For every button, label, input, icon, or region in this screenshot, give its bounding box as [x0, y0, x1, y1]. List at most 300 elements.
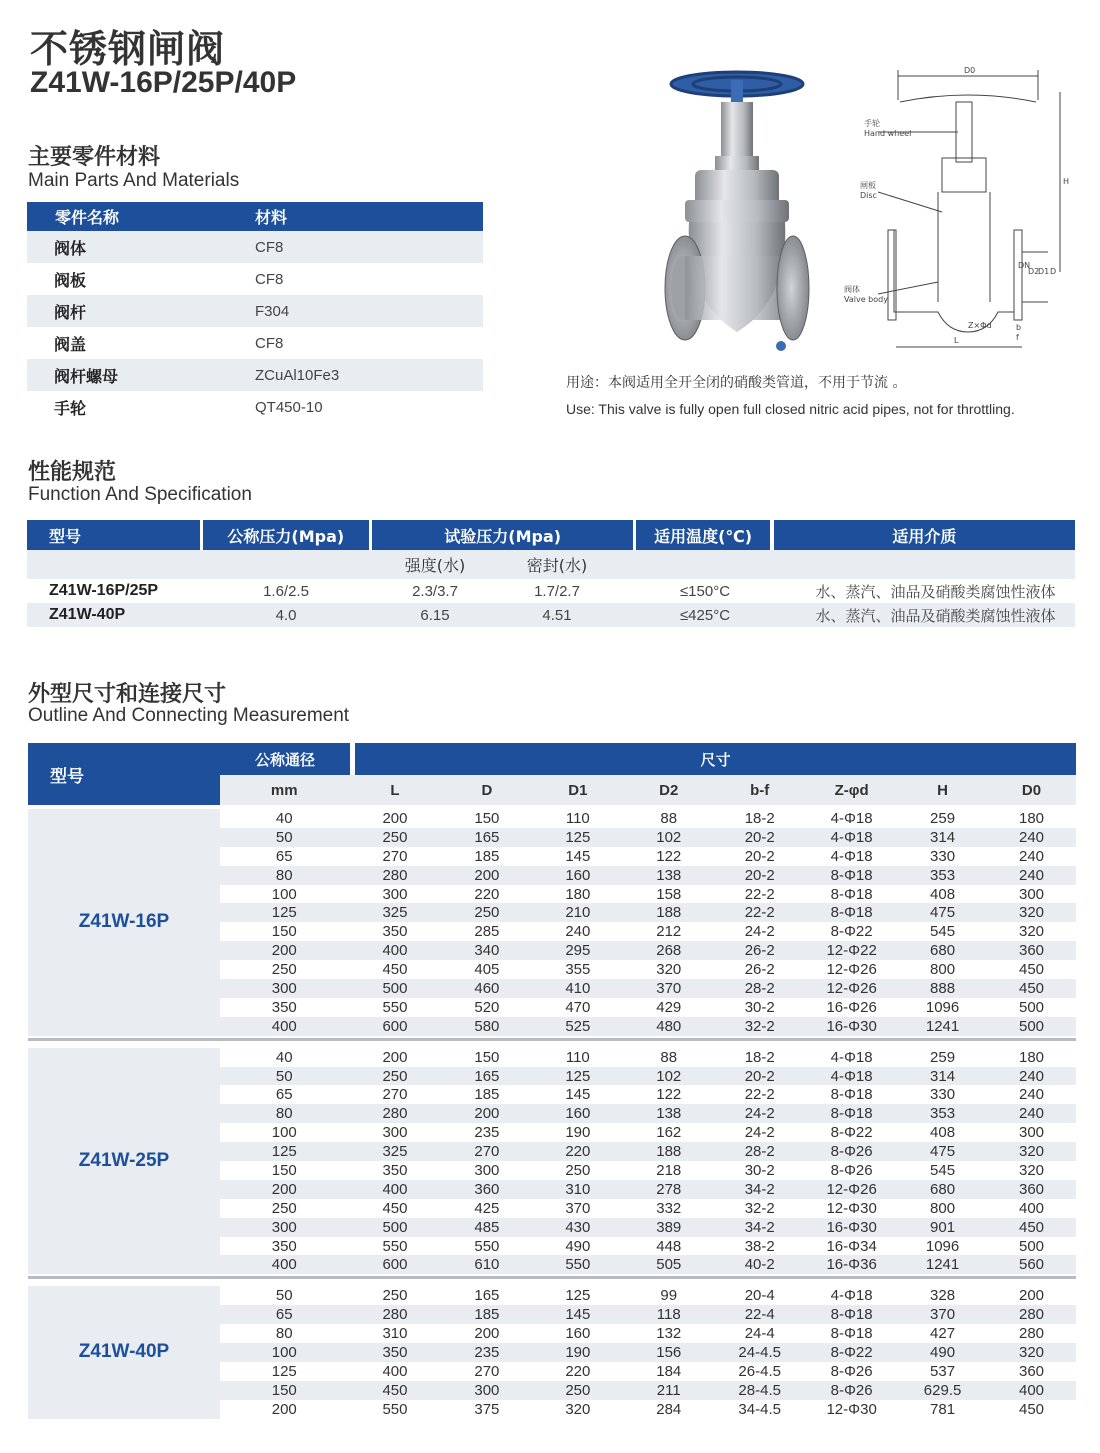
table-cell: 300	[1019, 885, 1045, 903]
table-cell: 450	[1019, 961, 1045, 979]
table-cell: 65	[275, 847, 293, 865]
table-cell: 185	[474, 847, 500, 865]
table-cell: 8-Φ22	[830, 1124, 873, 1142]
dims-col-header: Z-φd	[834, 781, 869, 799]
table-row	[220, 922, 1076, 941]
technical-drawing	[838, 62, 1078, 362]
table-cell: 220	[565, 1362, 591, 1380]
table-cell: 20-2	[744, 1067, 775, 1085]
table-cell: 475	[930, 904, 956, 922]
table-cell: 320	[1019, 1161, 1045, 1179]
table-cell: 295	[565, 942, 591, 960]
table-cell: 240	[1019, 847, 1045, 865]
table-cell: 270	[382, 847, 408, 865]
table-cell: 8-Φ26	[830, 1143, 873, 1161]
dim-h: H	[1063, 177, 1070, 186]
table-cell: 400	[382, 1180, 408, 1198]
table-row	[220, 941, 1076, 960]
spec-cell-model: Z41W-16P/25P	[49, 582, 159, 599]
table-cell: 500	[1019, 998, 1045, 1016]
table-row	[220, 1104, 1076, 1123]
usage-cn: 用途：本阀适用全开全闭的硝酸类管道，不用于节流 。	[566, 375, 907, 391]
table-cell: 314	[930, 828, 956, 846]
table-cell: 490	[930, 1343, 956, 1361]
table-cell: 400	[271, 1256, 297, 1274]
table-cell: 200	[271, 1400, 297, 1418]
table-cell: 16-Φ30	[826, 1218, 877, 1236]
table-cell: 320	[565, 1400, 591, 1418]
table-cell: 320	[1019, 923, 1045, 941]
table-cell: 138	[656, 866, 682, 884]
table-cell: 350	[382, 923, 408, 941]
table-cell: 160	[565, 866, 591, 884]
part-name: 阀杆螺母	[54, 366, 119, 386]
table-row	[220, 979, 1076, 998]
materials-title-cn: 主要零件材料	[28, 145, 161, 170]
table-cell: 110	[565, 1048, 590, 1066]
table-row	[220, 1180, 1076, 1199]
table-cell: 16-Φ30	[826, 1017, 877, 1035]
table-cell: 270	[382, 1086, 408, 1104]
table-cell: 550	[474, 1237, 500, 1255]
spec-cell-temp: ≤150°C	[679, 582, 731, 600]
dims-col-header: D	[481, 781, 493, 799]
table-cell: 600	[382, 1256, 408, 1274]
label-body-en: Valve body	[844, 295, 888, 304]
table-cell: 40-2	[744, 1256, 775, 1274]
table-cell: 24-4.5	[738, 1343, 781, 1361]
spec-col-test: 试验压力(Mpa)	[372, 520, 633, 550]
table-row	[220, 1343, 1076, 1362]
dims-group	[28, 1048, 1076, 1275]
dims-col-header: b-f	[750, 781, 770, 799]
dim-l: L	[954, 336, 959, 345]
table-cell: 12-Φ30	[826, 1400, 877, 1418]
table-cell: 408	[930, 885, 956, 903]
table-cell: 145	[565, 1086, 591, 1104]
table-cell: 210	[565, 904, 591, 922]
part-material: ZCuAl10Fe3	[255, 366, 340, 384]
col-material: 材料	[255, 208, 288, 227]
dim-d2: D2	[1028, 267, 1040, 276]
table-cell: 28-2	[744, 1143, 775, 1161]
table-cell: 800	[930, 961, 956, 979]
dims-col-header: D1	[568, 781, 588, 799]
table-cell: 370	[656, 979, 682, 997]
table-cell: 550	[382, 998, 408, 1016]
table-cell: 12-Φ22	[826, 942, 877, 960]
table-cell: 125	[565, 828, 591, 846]
table-cell: 300	[1019, 1124, 1045, 1142]
table-cell: 200	[382, 1048, 408, 1066]
table-cell: 8-Φ26	[830, 1362, 873, 1380]
table-row	[220, 903, 1076, 922]
table-cell: 125	[271, 1362, 297, 1380]
table-cell: 450	[382, 1381, 408, 1399]
table-cell: 218	[656, 1161, 682, 1179]
part-material: QT450-10	[255, 398, 323, 416]
table-cell: 8-Φ18	[830, 1325, 873, 1343]
table-cell: 400	[382, 1362, 408, 1380]
spec-col-medium: 适用介质	[774, 520, 1075, 550]
table-cell: 118	[656, 1306, 681, 1324]
table-cell: 158	[656, 885, 682, 903]
table-cell: 145	[565, 1306, 591, 1324]
materials-row	[27, 231, 483, 263]
table-cell: 300	[271, 1218, 297, 1236]
table-row	[220, 1048, 1076, 1067]
table-cell: 325	[382, 904, 408, 922]
table-cell: 20-2	[744, 866, 775, 884]
table-cell: 1096	[925, 998, 960, 1016]
part-name: 阀板	[54, 270, 87, 290]
spec-cell-seal: 4.51	[542, 606, 572, 624]
table-cell: 34-2	[744, 1180, 775, 1198]
table-row	[220, 1255, 1076, 1274]
table-cell: 320	[1019, 1143, 1045, 1161]
table-cell: 360	[474, 1180, 500, 1198]
table-cell: 34-4.5	[738, 1400, 781, 1418]
table-cell: 4-Φ18	[830, 1048, 873, 1066]
table-row	[220, 809, 1076, 828]
spec-sub-seal: 密封(水)	[526, 556, 588, 575]
table-cell: 20-2	[744, 847, 775, 865]
spec-row	[27, 603, 1075, 627]
table-cell: 200	[474, 866, 500, 884]
table-cell: 110	[565, 809, 590, 827]
table-cell: 330	[930, 1086, 956, 1104]
dims-col-header: D2	[659, 781, 679, 799]
part-name: 阀杆	[54, 302, 87, 322]
table-cell: 12-Φ26	[826, 1180, 877, 1198]
table-cell: 300	[271, 979, 297, 997]
spec-cell-model: Z41W-40P	[49, 606, 126, 623]
table-cell: 310	[565, 1180, 591, 1198]
table-row	[220, 1085, 1076, 1104]
table-cell: 450	[382, 1199, 408, 1217]
table-cell: 18-2	[744, 1048, 775, 1066]
materials-table	[27, 202, 483, 423]
table-cell: 50	[275, 828, 293, 846]
table-cell: 450	[1019, 1218, 1045, 1236]
table-cell: 8-Φ26	[830, 1381, 873, 1399]
table-cell: 1241	[925, 1017, 960, 1035]
table-cell: 240	[1019, 1067, 1045, 1085]
dims-model-label: Z41W-16P	[28, 809, 220, 1036]
table-cell: 537	[930, 1362, 956, 1380]
table-cell: 800	[930, 1199, 956, 1217]
spec-title-en: Function And Specification	[28, 484, 252, 505]
table-cell: 320	[656, 961, 682, 979]
table-row	[220, 1237, 1076, 1256]
model-title: Z41W-16P/25P/40P	[30, 66, 297, 99]
valve-photo	[655, 70, 815, 360]
usage-en: Use: This valve is fully open full closed nitric acid pipes, not for throttling.	[566, 401, 1015, 417]
table-cell: 4-Φ18	[830, 1067, 873, 1085]
table-cell: 250	[382, 1287, 408, 1305]
spec-col-model: 型号	[27, 520, 200, 550]
table-cell: 22-2	[744, 885, 775, 903]
table-cell: 12-Φ30	[826, 1199, 877, 1217]
table-cell: 550	[382, 1237, 408, 1255]
table-cell: 200	[1019, 1287, 1045, 1305]
part-name: 手轮	[54, 398, 87, 418]
table-cell: 560	[1019, 1256, 1045, 1274]
table-cell: 610	[474, 1256, 500, 1274]
table-cell: 32-2	[744, 1199, 775, 1217]
table-cell: 20-2	[744, 828, 775, 846]
table-cell: 125	[565, 1067, 591, 1085]
table-cell: 99	[660, 1287, 678, 1305]
table-cell: 40	[275, 1048, 293, 1066]
table-cell: 300	[382, 885, 408, 903]
table-cell: 8-Φ18	[830, 1105, 873, 1123]
table-cell: 330	[930, 847, 956, 865]
table-cell: 160	[565, 1325, 591, 1343]
table-cell: 429	[656, 998, 682, 1016]
table-cell: 16-Φ26	[826, 998, 877, 1016]
dim-b: b	[1016, 323, 1022, 332]
table-cell: 250	[382, 1067, 408, 1085]
table-cell: 375	[474, 1400, 500, 1418]
table-cell: 8-Φ18	[830, 1086, 873, 1104]
dims-col-header: L	[390, 781, 400, 799]
table-cell: 314	[930, 1067, 956, 1085]
table-row	[220, 1400, 1076, 1419]
table-cell: 180	[1019, 809, 1045, 827]
table-cell: 389	[656, 1218, 682, 1236]
table-row	[220, 847, 1076, 866]
table-row	[220, 1362, 1076, 1381]
table-row	[220, 1123, 1076, 1142]
table-cell: 200	[382, 809, 408, 827]
table-row	[220, 866, 1076, 885]
spec-cell-pressure: 4.0	[275, 606, 297, 624]
table-cell: 250	[565, 1381, 591, 1399]
table-cell: 450	[382, 961, 408, 979]
table-cell: 448	[656, 1237, 682, 1255]
table-cell: 80	[275, 1325, 293, 1343]
table-cell: 4-Φ18	[830, 847, 873, 865]
table-cell: 500	[382, 979, 408, 997]
spec-cell-medium: 水、蒸汽、油品及硝酸类腐蚀性液体	[815, 582, 1056, 601]
table-cell: 300	[474, 1161, 500, 1179]
dim-dn: DN	[1018, 261, 1031, 270]
label-disc-cn: 闸板	[860, 181, 876, 190]
table-row	[220, 828, 1076, 847]
table-cell: 200	[474, 1105, 500, 1123]
table-cell: 340	[474, 942, 500, 960]
table-row	[220, 1305, 1076, 1324]
table-cell: 80	[275, 1105, 293, 1123]
table-cell: 12-Φ26	[826, 979, 877, 997]
table-cell: 24-2	[744, 923, 775, 941]
table-cell: 520	[474, 998, 500, 1016]
table-cell: 400	[1019, 1199, 1045, 1217]
table-cell: 300	[474, 1381, 500, 1399]
table-cell: 80	[275, 866, 293, 884]
table-cell: 320	[1019, 904, 1045, 922]
table-cell: 122	[656, 1086, 682, 1104]
spec-cell-pressure: 1.6/2.5	[263, 582, 309, 600]
table-row	[220, 1161, 1076, 1180]
table-cell: 26-2	[744, 942, 775, 960]
dim-d1: D1	[1038, 267, 1050, 276]
group-separator	[28, 1276, 1076, 1286]
table-cell: 18-2	[744, 809, 775, 827]
table-cell: 8-Φ18	[830, 904, 873, 922]
table-cell: 162	[656, 1124, 682, 1142]
table-cell: 470	[565, 998, 591, 1016]
table-cell: 250	[271, 961, 297, 979]
materials-row	[27, 391, 483, 423]
table-cell: 240	[1019, 1105, 1045, 1123]
table-cell: 65	[275, 1306, 293, 1324]
table-row	[220, 1324, 1076, 1343]
table-cell: 350	[382, 1343, 408, 1361]
spec-cell-strength: 2.3/3.7	[412, 582, 458, 600]
table-cell: 284	[656, 1400, 682, 1418]
table-cell: 150	[271, 923, 297, 941]
table-row	[220, 998, 1076, 1017]
table-cell: 145	[565, 847, 591, 865]
table-cell: 430	[565, 1218, 591, 1236]
table-cell: 550	[382, 1400, 408, 1418]
table-cell: 400	[382, 942, 408, 960]
table-cell: 500	[1019, 1237, 1045, 1255]
table-cell: 88	[660, 809, 678, 827]
part-material: CF8	[255, 238, 284, 256]
table-cell: 280	[1019, 1325, 1045, 1343]
dim-d: D	[1050, 267, 1057, 276]
table-cell: 353	[930, 1105, 956, 1123]
table-cell: 26-4.5	[738, 1362, 781, 1380]
table-cell: 16-Φ34	[826, 1237, 877, 1255]
page-title: 不锈钢闸阀	[30, 27, 226, 71]
spec-cell-seal: 1.7/2.7	[534, 582, 580, 600]
table-cell: 190	[565, 1343, 591, 1361]
part-material: F304	[255, 302, 290, 320]
spec-sub-strength: 强度(水)	[404, 556, 466, 575]
table-cell: 28-4.5	[738, 1381, 781, 1399]
table-cell: 240	[1019, 828, 1045, 846]
table-cell: 12-Φ26	[826, 961, 877, 979]
table-cell: 22-2	[744, 904, 775, 922]
table-cell: 38-2	[744, 1237, 775, 1255]
col-part-name: 零件名称	[55, 208, 120, 227]
table-cell: 8-Φ22	[830, 1343, 873, 1361]
table-cell: 8-Φ18	[830, 885, 873, 903]
dims-table	[28, 743, 1076, 1419]
table-row	[220, 1067, 1076, 1086]
table-cell: 100	[271, 885, 297, 903]
table-cell: 16-Φ36	[826, 1256, 877, 1274]
materials-row	[27, 295, 483, 327]
table-cell: 400	[271, 1017, 297, 1035]
table-cell: 545	[930, 1161, 956, 1179]
table-cell: 270	[474, 1143, 500, 1161]
table-cell: 4-Φ18	[830, 828, 873, 846]
table-cell: 680	[930, 942, 956, 960]
table-cell: 250	[565, 1161, 591, 1179]
table-cell: 332	[656, 1199, 682, 1217]
table-row	[220, 1017, 1076, 1036]
spec-row	[27, 579, 1075, 603]
spec-cell-strength: 6.15	[420, 606, 450, 624]
table-cell: 350	[271, 1237, 297, 1255]
table-row	[220, 960, 1076, 979]
table-cell: 350	[382, 1161, 408, 1179]
table-cell: 300	[382, 1124, 408, 1142]
table-cell: 427	[930, 1325, 956, 1343]
table-cell: 580	[474, 1017, 500, 1035]
table-cell: 32-2	[744, 1017, 775, 1035]
table-cell: 132	[656, 1325, 682, 1343]
table-cell: 425	[474, 1199, 500, 1217]
dims-title-cn: 外型尺寸和连接尺寸	[28, 682, 227, 707]
part-material: CF8	[255, 270, 284, 288]
table-cell: 8-Φ18	[830, 866, 873, 884]
table-cell: 278	[656, 1180, 682, 1198]
table-cell: 259	[930, 1048, 956, 1066]
table-cell: 180	[1019, 1048, 1045, 1066]
table-cell: 150	[271, 1161, 297, 1179]
table-cell: 125	[271, 904, 297, 922]
table-cell: 4-Φ18	[830, 809, 873, 827]
table-cell: 400	[1019, 1381, 1045, 1399]
table-cell: 200	[271, 942, 297, 960]
part-material: CF8	[255, 334, 284, 352]
part-name: 阀盖	[54, 334, 87, 354]
table-cell: 125	[565, 1287, 591, 1305]
spec-table-header	[27, 520, 1075, 550]
table-cell: 100	[271, 1124, 297, 1142]
table-cell: 185	[474, 1306, 500, 1324]
dims-table-header	[28, 743, 1076, 805]
table-row	[220, 1142, 1076, 1161]
table-cell: 353	[930, 866, 956, 884]
spec-cell-temp: ≤425°C	[679, 606, 731, 624]
table-cell: 550	[565, 1256, 591, 1274]
table-cell: 1241	[925, 1256, 960, 1274]
table-cell: 211	[656, 1381, 681, 1399]
table-cell: 200	[271, 1180, 297, 1198]
table-cell: 26-2	[744, 961, 775, 979]
dim-f: f	[1016, 333, 1019, 342]
table-cell: 184	[656, 1362, 682, 1380]
table-cell: 270	[474, 1362, 500, 1380]
table-cell: 405	[474, 961, 500, 979]
table-cell: 235	[474, 1343, 500, 1361]
table-cell: 30-2	[744, 998, 775, 1016]
table-cell: 370	[930, 1306, 956, 1324]
table-cell: 485	[474, 1218, 500, 1236]
table-cell: 188	[656, 1143, 682, 1161]
table-cell: 250	[271, 1199, 297, 1217]
table-cell: 8-Φ22	[830, 923, 873, 941]
label-disc-en: Disc	[860, 191, 877, 200]
table-cell: 190	[565, 1124, 591, 1142]
table-cell: 545	[930, 923, 956, 941]
table-cell: 150	[474, 809, 500, 827]
table-cell: 370	[565, 1199, 591, 1217]
dims-model-label: Z41W-40P	[28, 1286, 220, 1418]
table-cell: 138	[656, 1105, 682, 1123]
table-cell: 490	[565, 1237, 591, 1255]
materials-table-header	[27, 202, 483, 231]
table-cell: 280	[1019, 1306, 1045, 1324]
table-cell: 20-4	[744, 1287, 775, 1305]
